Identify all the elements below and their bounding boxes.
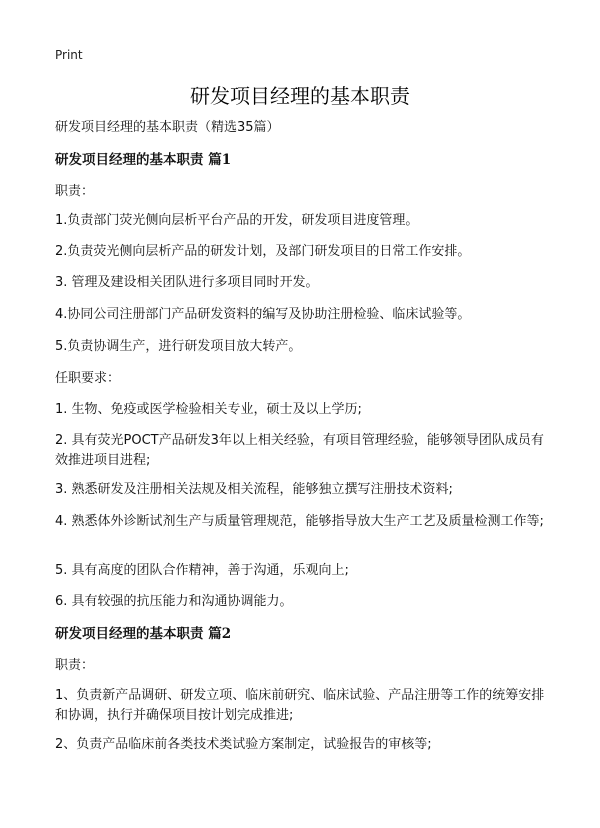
document-subtitle: 研发项目经理的基本职责（精选35篇） (55, 120, 280, 135)
list-item: 2. 具有荧光POCT产品研发3年以上相关经验，有项目管理经验，能够领导团队成员有效推进项目进程; (55, 433, 544, 468)
list-item: 1.负责部门荧光侧向层析平台产品的开发，研发项目进度管理。 (55, 213, 419, 228)
list-item: 3. 熟悉研发及注册相关法规及相关流程，能够独立撰写注册技术资料; (55, 482, 453, 497)
list-item: 5.负责协调生产，进行研发项目放大转产。 (55, 339, 302, 354)
duties-label: 职责： (55, 658, 95, 673)
document-title: 研发项目经理的基本职责 (190, 84, 410, 108)
list-item: 1、负责新产品调研、研发立项、临床前研究、临床试验、产品注册等工作的统筹安排和协调，执行并确保项目按计划完成推进; (55, 688, 545, 723)
list-item: 1. 生物、免疫或医学检验相关专业，硕士及以上学历; (55, 402, 362, 417)
list-item: 6. 具有较强的抗压能力和沟通协调能力。 (55, 594, 293, 609)
list-item: 4. 熟悉体外诊断试剂生产与质量管理规范，能够指导放大生产工艺及质量检测工作等; (55, 514, 544, 529)
section-heading: 研发项目经理的基本职责 篇1 (55, 152, 232, 168)
list-item: 5. 具有高度的团队合作精神，善于沟通，乐观向上; (55, 563, 349, 578)
list-item: 4.协同公司注册部门产品研发资料的编写及协助注册检验、临床试验等。 (55, 307, 471, 322)
requirements-label: 任职要求： (55, 371, 121, 386)
list-item: 2.负责荧光侧向层析产品的研发计划，及部门研发项目的日常工作安排。 (55, 244, 471, 259)
duties-label: 职责： (55, 184, 95, 199)
list-item: 3. 管理及建设相关团队进行多项目同时开发。 (55, 275, 319, 290)
section-heading: 研发项目经理的基本职责 篇2 (55, 626, 232, 642)
list-item: 2、负责产品临床前各类技术类试验方案制定，试验报告的审核等; (55, 737, 432, 752)
print-link[interactable]: Print (55, 48, 83, 62)
